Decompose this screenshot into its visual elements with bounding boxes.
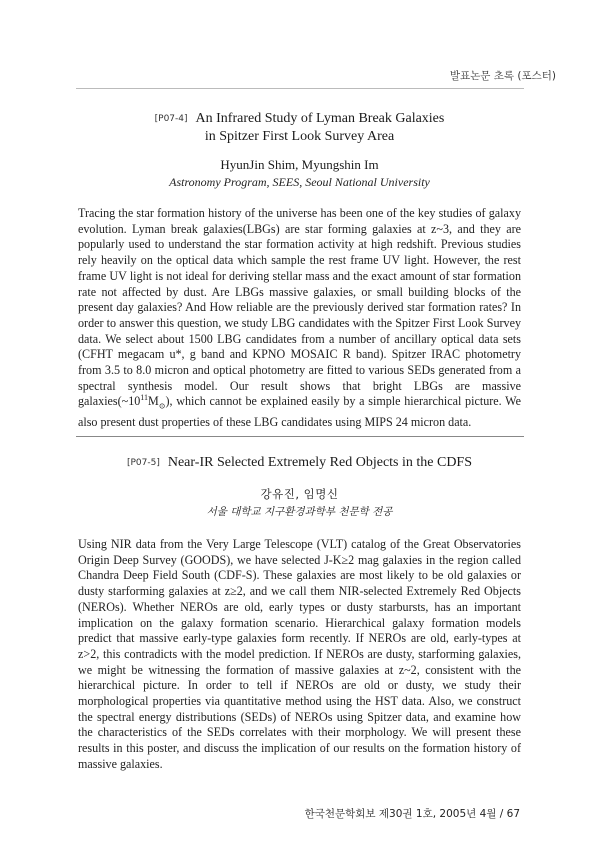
abstract-body bbox=[78, 206, 521, 430]
abstract-code: [P07-5] bbox=[126, 458, 160, 468]
abstract-code: [P07-4] bbox=[154, 114, 188, 124]
abstract-body-part1: Tracing the star formation history of the universe has been one of the key studies of galaxy evolution. Lyman break galaxies(LBGs) are star forming galaxies at z~3, and they are popularly used to understand the star formation activity at high redshift. Previous studies rely heavily on the optical data which sample the rest frame UV light. However, the rest frame UV light is not ideal for deriving stellar mass and the exact amount of star formation rate not affected by dust. Are LBGs massive galaxies, or small building blocks of the present day galaxies? And How reliable are the previously derived star formation rates? In order to answer this question, we study LBG candidates with the Spitzer First Look Survey data. We select about 1500 LBG candidates from a number of ancillary optical data sets (CFHT megacam u*, g band and KPNO MOSAIC R band). Spitzer IRAC photometry from 3.5 to 8.0 micron and optical photometry are fitted to various SEDs generated from a spectral synthesis model. Our result shows that bright LBGs are massive galaxies(~10 bbox=[78, 206, 521, 409]
abstract-body-exponent: 11 bbox=[140, 393, 148, 403]
abstract-p07-5 bbox=[78, 454, 521, 773]
section-header: 발표논문 초록 (포스터) bbox=[449, 70, 556, 82]
abstract-title-line2: in Spitzer First Look Survey Area bbox=[204, 129, 395, 144]
abstract-authors: HyunJin Shim, Myungshin Im bbox=[220, 157, 379, 172]
abstract-divider bbox=[76, 436, 524, 437]
abstract-body-part2: ), which cannot be explained easily by a simple hierarchical picture. We also present dust properties of these LBG candidates using MIPS 24 micron data. bbox=[78, 394, 521, 429]
page-footer-citation: 한국천문학회보 제30권 1호, 2005년 4월 / 67 bbox=[304, 808, 520, 820]
abstract-title-line1: Near-IR Selected Extremely Red Objects in the CDFS bbox=[167, 455, 473, 470]
abstract-body-sun-symbol: ⊙ bbox=[158, 401, 166, 411]
abstract-affiliation: Astronomy Program, SEES, Seoul National University bbox=[169, 175, 430, 189]
abstract-affiliation: 서울 대학교 지구환경과학부 천문학 전공 bbox=[206, 506, 393, 518]
abstract-authors: 강유진, 임명신 bbox=[260, 487, 339, 501]
abstract-title-line1: An Infrared Study of Lyman Break Galaxies bbox=[195, 111, 445, 126]
abstract-body: Using NIR data from the Very Large Telescope (VLT) catalog of the Great Observatories Origin Deep Survey (GOODS), we have selected J-K≥2 mag galaxies in the region called Chandra Deep Field South (CDF-S). These galaxies are most likely to be old galaxies or dusty starforming galaxies at z≥2, and we call them NIR-selected Extremely Red Objects (NEROs). Whether NEROs are old, early types or dusty starbursts, has an important implication on the galaxy formation scenario. Hierarchical galaxy formation models predict that massive early-type galaxies form recently. If NEROs are old, early-types at z>2, this contradicts with the model prediction. If NEROs are dusty, starforming galaxies, we might be witnessing the formation of massive galaxies at z~2, consistent with the hierarchical picture. In order to tell if NEROs are old or dusty, we study their morphological properties via quantitative method using the HST data. Also, we construct the spectral energy distributions (SEDs) of NEROs using Spitzer data, and examine how the characteristics of the SEDs correlates with their morphology. We will present these results in this poster, and discuss the implication of our results on the formation history of massive galaxies. bbox=[78, 537, 521, 771]
abstract-title-block bbox=[78, 110, 521, 190]
abstract-p07-4 bbox=[78, 110, 521, 430]
abstract-title bbox=[78, 454, 521, 472]
abstract-title bbox=[78, 110, 521, 145]
abstract-body-unit: M bbox=[148, 394, 159, 409]
header-divider bbox=[76, 88, 524, 89]
abstract-title-block bbox=[78, 454, 521, 519]
